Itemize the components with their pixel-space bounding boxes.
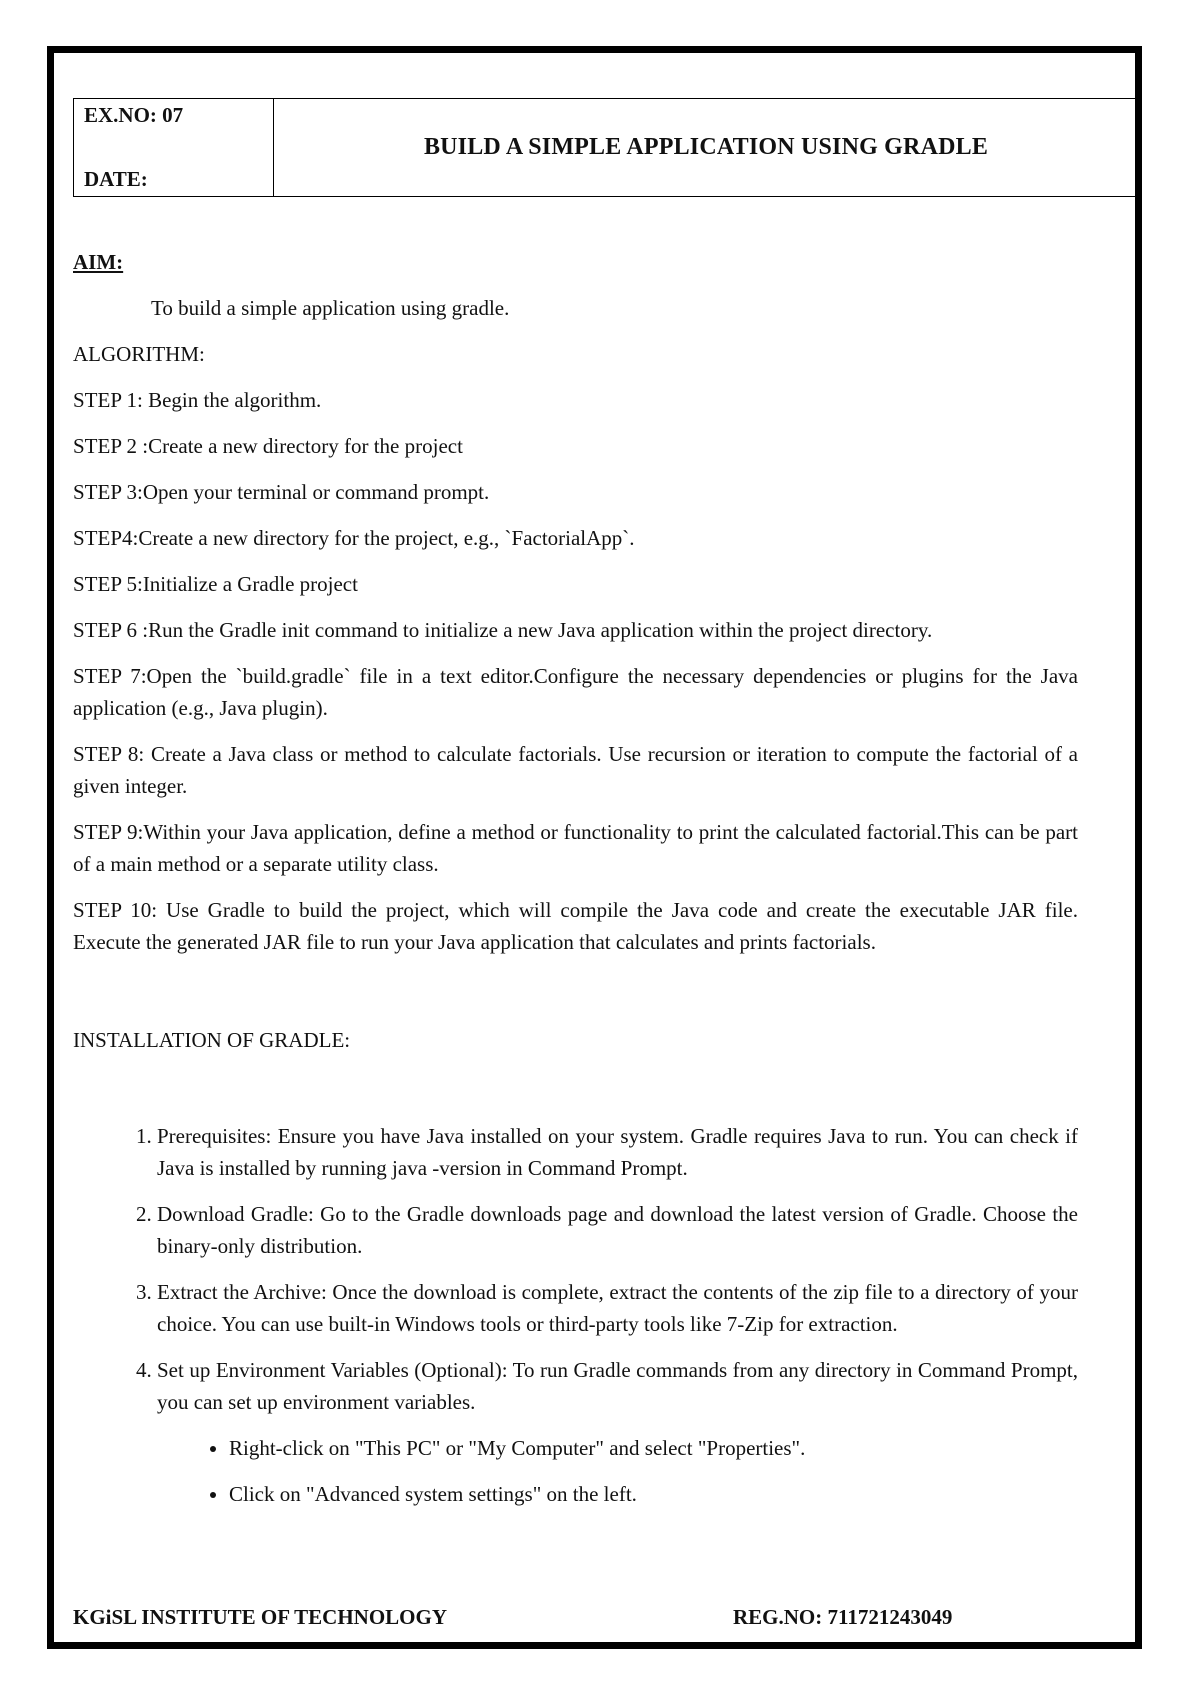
- algorithm-step: STEP4:Create a new directory for the project, e.g., `FactorialApp`.: [73, 526, 635, 550]
- list-item: 1. Prerequisites: Ensure you have Java installed on your system. Gradle requires Java to run. You can check if Java is installed by running java -version in Command Prompt.: [157, 1120, 1078, 1184]
- list-item: [157, 1354, 1078, 1510]
- algorithm-step: STEP 7:Open the `build.gradle` file in a text editor.Configure the necessary dependencies or plugins for the Java application (e.g., Java plugin).: [73, 664, 1078, 720]
- algorithm-step: STEP 3:Open your terminal or command prompt.: [73, 480, 490, 504]
- algorithm-step: STEP 2 :Create a new directory for the project: [73, 434, 463, 458]
- algorithm-step: STEP 9:Within your Java application, define a method or functionality to print the calculated factorial.This can be part of a main method or a separate utility class.: [73, 820, 1078, 876]
- algorithm-heading: ALGORITHM:: [73, 342, 205, 366]
- aim-heading: AIM:: [73, 250, 124, 274]
- algorithm-step: STEP 8: Create a Java class or method to calculate factorials. Use recursion or iteration to compute the factorial of a given integer.: [73, 742, 1078, 798]
- header-title-cell: [274, 99, 1138, 196]
- registration-number: REG.NO: 711721243049: [733, 1605, 953, 1629]
- exercise-date: DATE:: [84, 167, 148, 191]
- header-table: [73, 98, 1139, 197]
- installation-steps: [73, 1120, 1078, 1510]
- document-body: [73, 246, 1078, 1524]
- aim-text: To build a simple application using gradle.: [151, 296, 510, 320]
- installation-heading: INSTALLATION OF GRADLE:: [73, 1028, 351, 1052]
- page-title: BUILD A SIMPLE APPLICATION USING GRADLE: [423, 134, 989, 160]
- list-item-text: Set up Environment Variables (Optional): To run Gradle commands from any directory in Command Prompt, you can set up environment variables.: [157, 1358, 1078, 1414]
- list-item: 2. Download Gradle: Go to the Gradle downloads page and download the latest version of Gradle. Choose the binary-only distribution.: [157, 1198, 1078, 1262]
- bullet-item: • Right-click on "This PC" or "My Computer" and select "Properties".: [229, 1432, 1078, 1464]
- institute-name: KGiSL INSTITUTE OF TECHNOLOGY: [73, 1605, 448, 1629]
- algorithm-step: STEP 10: Use Gradle to build the project, which will compile the Java code and create the executable JAR file. Execute the generated JAR file to run your Java application that calculates and prints factorials.: [73, 898, 1078, 954]
- algorithm-step: STEP 6 :Run the Gradle init command to initialize a new Java application within the project directory.: [73, 618, 933, 642]
- algorithm-step: STEP 1: Begin the algorithm.: [73, 388, 322, 412]
- environment-substeps: [157, 1432, 1078, 1510]
- exercise-number: EX.NO: 07: [84, 103, 184, 127]
- bullet-item: • Click on "Advanced system settings" on the left.: [229, 1478, 1078, 1510]
- list-item: 3. Extract the Archive: Once the download is complete, extract the contents of the zip file to a directory of your choice. You can use built-in Windows tools or third-party tools like 7-Zip for extraction.: [157, 1276, 1078, 1340]
- header-meta-cell: [74, 99, 274, 196]
- algorithm-step: STEP 5:Initialize a Gradle project: [73, 572, 358, 596]
